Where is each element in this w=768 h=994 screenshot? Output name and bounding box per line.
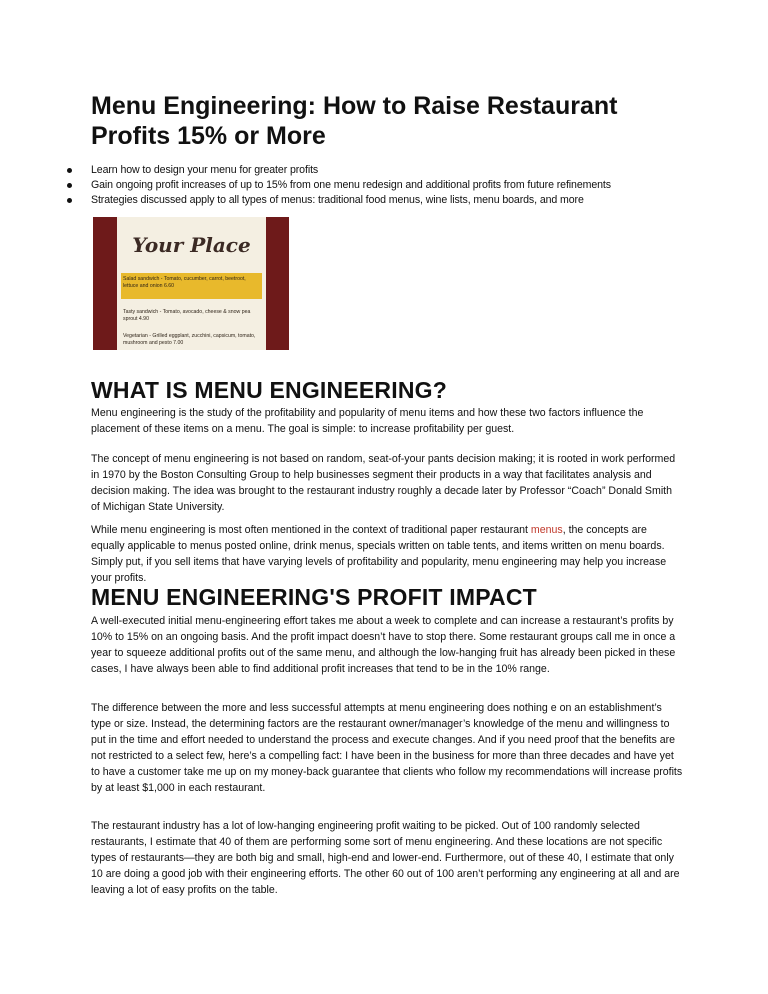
paragraph: Menu engineering is the study of the profitability and popularity of menu items and how these two factors influence the placement of these items on a menu. The goal is simple: to increase profitability per guest.: [91, 407, 644, 435]
menu-item-highlighted: Salad sandwich - Tomato, cucumber, carrot, beetroot, lettuce and onion 6.60: [123, 276, 246, 289]
paragraph: The difference between the more and less successful attempts at menu engineering does nothing e on an establishment’s type or size. Instead, the determining factors are the restaurant owner/manager’s knowledge of the menu and willingness to put in the time and effort needed to understand the process and execute changes. And if you need proof that the benefits are not restricted to a select few, here’s a compelling fact: I have been in the business for more than three decades and have yet to have a customer take me up on my money-back guarantee that clients who follow my recommendations will increase profits by at least $1,000 in each restaurant.: [91, 702, 683, 794]
menus-link[interactable]: menus: [530, 524, 563, 536]
page-title: Menu Engineering: How to Raise Restaurant Profits 15% or More: [91, 92, 618, 150]
list-item: Strategies discussed apply to all types of menus: traditional food menus, wine lists, menu boards, and more: [0, 193, 768, 208]
menu-item: Vegetarian - Grilled eggplant, zucchini, capsicum, tomato, mushroom and pesto 7.00: [123, 333, 256, 346]
menu-card: [117, 217, 266, 350]
paragraph: The restaurant industry has a lot of low-hanging engineering profit waiting to be picked. Out of 100 randomly selected restaurants, I estimate that 40 of them are performing some sort of menu engineering. And these locations are not specific types of restaurants—they are both big and small, high-end and lower-end. Furthermore, out of these 40, I estimate that only 10 are doing a good job with their engineering efforts. The other 60 out of 100 aren’t performing any engineering at all and are leaving a lot of easy profits on the table.: [91, 820, 680, 896]
bullet-list: [0, 163, 768, 208]
menu-image: [93, 217, 289, 350]
bullet-icon: [67, 183, 72, 188]
bullet-icon: [67, 168, 72, 173]
menu-item: Tasty sandwich - Tomato, avocado, cheese & snow pea sprout 4.90: [123, 309, 251, 322]
paragraph: While menu engineering is most often mentioned in the context of traditional paper restaurant menus, the concepts are equally applicable to menus posted online, drink menus, specials written on table tents, and items written on menu boards. Simply put, if you sell items that have varying levels of profitability and popularity, menu engineering may help you increase your profits.: [91, 524, 667, 584]
menu-heading: Your Place: [132, 233, 251, 257]
section-heading-profit-impact: MENU ENGINEERING'S PROFIT IMPACT: [91, 584, 537, 610]
paragraph: A well-executed initial menu-engineering effort takes me about a week to complete and can increase a restaurant’s profits by 10% to 15% on an ongoing basis. And the profit impact doesn’t have to stop there. Some restaurant groups call me in once a year to squeeze additional profits out of the same menu, and although the low-hanging fruit has already been picked in these cases, I have always been able to find additional profit increases that tend to be in the 10% range.: [91, 615, 676, 675]
section-heading-what-is: WHAT IS MENU ENGINEERING?: [91, 377, 447, 403]
paragraph: The concept of menu engineering is not based on random, seat-of-your pants decision making; it is rooted in work performed in 1970 by the Boston Consulting Group to help businesses segment their products in a way that facilitates analysis and decision making. The idea was brought to the restaurant industry roughly a decade later by Professor “Coach” Donald Smith of Michigan State University.: [91, 453, 676, 513]
list-item: Gain ongoing profit increases of up to 15% from one menu redesign and additional profits from future refinements: [0, 178, 768, 193]
list-item: Learn how to design your menu for greater profits: [0, 163, 768, 178]
bullet-icon: [67, 198, 72, 203]
